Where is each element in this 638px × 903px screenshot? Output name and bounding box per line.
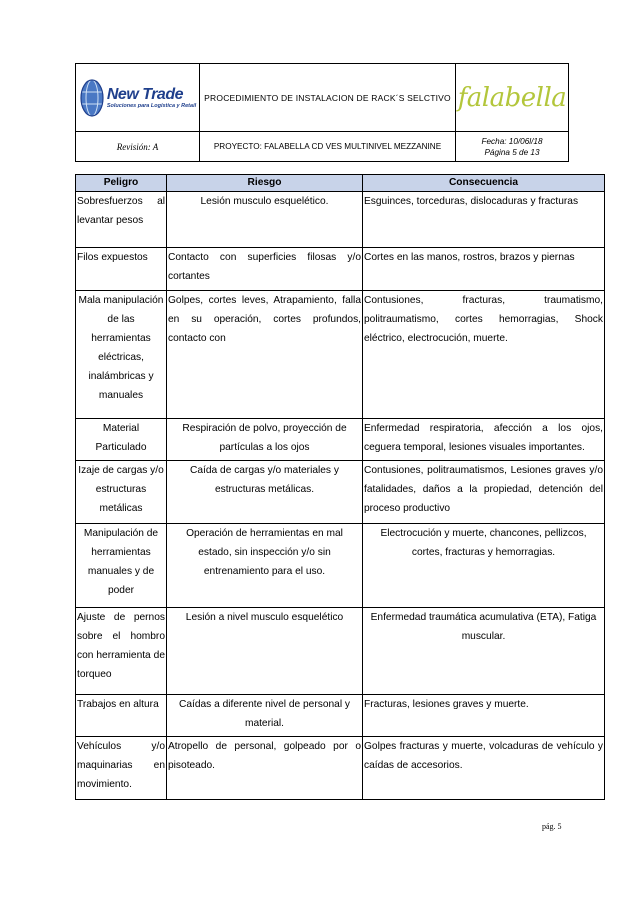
riesgo-cell: Caída de cargas y/o materiales y estructuras metálicas. bbox=[167, 461, 363, 524]
falabella-logo-cell bbox=[456, 64, 569, 132]
hazard-table bbox=[75, 174, 605, 800]
falabella-logo: falabella bbox=[457, 82, 567, 113]
new-trade-globe-icon bbox=[79, 78, 105, 118]
riesgo-cell: Operación de herramientas en mal estado, sin inspección y/o sin entrenamiento para el uso. bbox=[167, 524, 363, 608]
new-trade-logo-text: New Trade bbox=[106, 85, 183, 103]
table-row bbox=[76, 737, 605, 800]
peligro-cell: Izaje de cargas y/o estructuras metálicas bbox=[76, 461, 167, 524]
peligro-cell: Filos expuestos bbox=[76, 248, 167, 291]
revision-label: Revisión: A bbox=[76, 132, 200, 162]
project-label: PROYECTO: FALABELLA CD VES MULTINIVEL MEZZANINE bbox=[200, 132, 456, 162]
riesgo-cell: Contacto con superficies filosas y/o cortantes bbox=[167, 248, 363, 291]
peligro-cell: Mala manipulación de las herramientas eléctricas, inalámbricas y manuales bbox=[76, 291, 167, 419]
peligro-cell: Material Particulado bbox=[76, 419, 167, 461]
peligro-cell: Sobresfuerzos al levantar pesos bbox=[76, 192, 167, 248]
table-row bbox=[76, 192, 605, 248]
table-row bbox=[76, 461, 605, 524]
consecuencia-cell: Electrocución y muerte, chancones, pellizcos, cortes, fracturas y hemorragias. bbox=[363, 524, 605, 608]
company-logo-cell bbox=[76, 64, 200, 132]
consecuencia-cell: Contusiones, politraumatismos, Lesiones graves y/o fatalidades, daños a la propiedad, detención del proceso productivo bbox=[363, 461, 605, 524]
peligro-cell: Ajuste de pernos sobre el hombro con herramienta de torqueo bbox=[76, 608, 167, 695]
date-page-cell bbox=[456, 132, 569, 162]
consecuencia-cell: Fracturas, lesiones graves y muerte. bbox=[363, 695, 605, 737]
peligro-cell: Manipulación de herramientas manuales y de poder bbox=[76, 524, 167, 608]
table-row bbox=[76, 695, 605, 737]
header-peligro: Peligro bbox=[76, 175, 167, 192]
header-table bbox=[75, 63, 569, 162]
table-row bbox=[76, 524, 605, 608]
consecuencia-cell: Esguinces, torceduras, dislocaduras y fracturas bbox=[363, 192, 605, 248]
header-riesgo: Riesgo bbox=[167, 175, 363, 192]
riesgo-cell: Golpes, cortes leves, Atrapamiento, falla en su operación, cortes profundos, contacto con bbox=[167, 291, 363, 419]
page-footer: pág. 5 bbox=[542, 822, 562, 831]
riesgo-cell: Lesión musculo esquelético. bbox=[167, 192, 363, 248]
consecuencia-cell: Golpes fracturas y muerte, volcaduras de vehículo y caídas de accesorios. bbox=[363, 737, 605, 800]
new-trade-tagline: Soluciones para Logística y Retail bbox=[106, 102, 197, 109]
riesgo-cell: Lesión a nivel musculo esquelético bbox=[167, 608, 363, 695]
table-row bbox=[76, 248, 605, 291]
document-title: PROCEDIMIENTO DE INSTALACION DE RACK´S SELCTIVO bbox=[200, 64, 456, 132]
peligro-cell: Trabajos en altura bbox=[76, 695, 167, 737]
header-consecuencia: Consecuencia bbox=[363, 175, 605, 192]
table-row bbox=[76, 419, 605, 461]
consecuencia-cell: Cortes en las manos, rostros, brazos y piernas bbox=[363, 248, 605, 291]
table-row bbox=[76, 608, 605, 695]
date-label: Fecha: 10/06l/18 bbox=[481, 136, 543, 146]
consecuencia-cell: Enfermedad traumática acumulativa (ETA), Fatiga muscular. bbox=[363, 608, 605, 695]
page-count-label: Página 5 de 13 bbox=[484, 147, 540, 157]
table-row bbox=[76, 291, 605, 419]
table-header-row bbox=[76, 175, 605, 192]
riesgo-cell: Caídas a diferente nivel de personal y material. bbox=[167, 695, 363, 737]
consecuencia-cell: Contusiones, fracturas, traumatismo, politraumatismo, cortes hemorragias, Shock eléctrico, electrocución, muerte. bbox=[363, 291, 605, 419]
riesgo-cell: Atropello de personal, golpeado por o pisoteado. bbox=[167, 737, 363, 800]
peligro-cell: Vehículos y/o maquinarias en movimiento. bbox=[76, 737, 167, 800]
consecuencia-cell: Enfermedad respiratoria, afección a los ojos, ceguera temporal, lesiones visuales importantes. bbox=[363, 419, 605, 461]
new-trade-logo bbox=[76, 64, 199, 131]
riesgo-cell: Respiración de polvo, proyección de partículas a los ojos bbox=[167, 419, 363, 461]
